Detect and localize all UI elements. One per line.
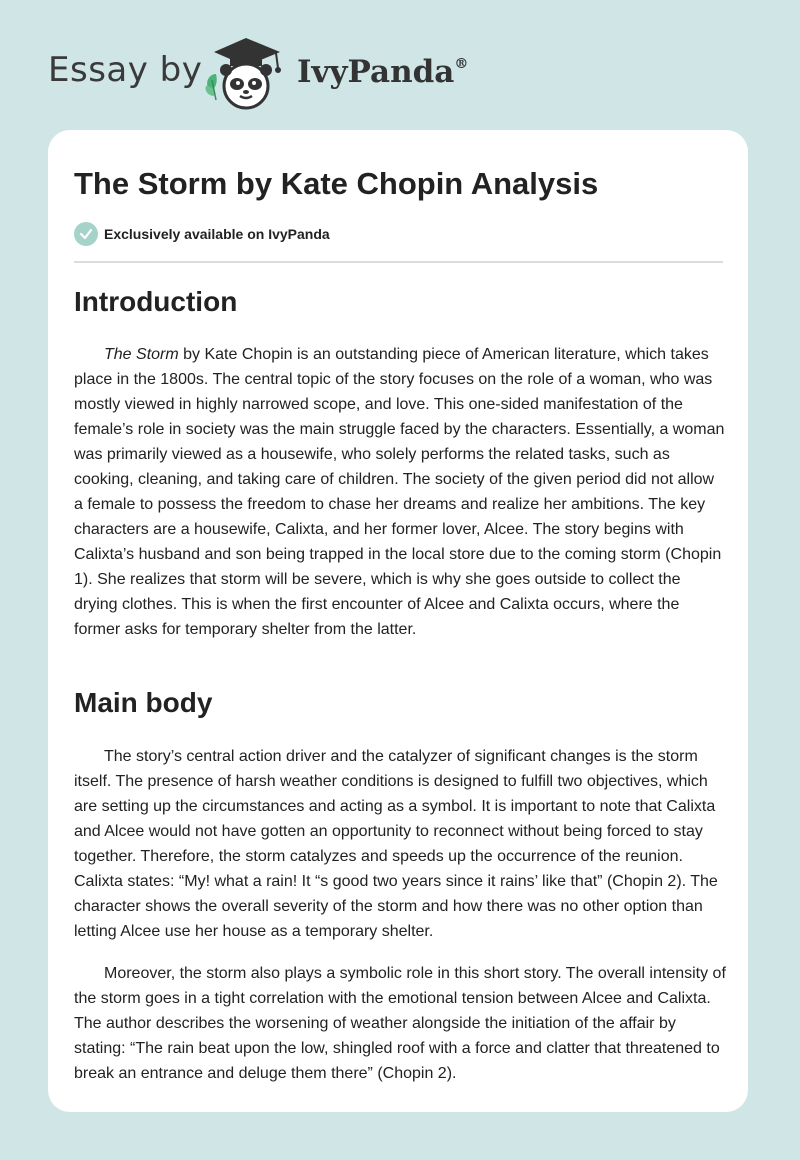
section-heading-introduction: Introduction [74,286,238,317]
article-card [48,130,748,1112]
paragraph: Moreover, the storm also plays a symbolic role in this short story. The overall intensity of the storm goes in a tight correlation with the emotional tension between Alcee and Calixta. The author describes the worsening of weather alongside the initiation of the affair by stating: “The rain beat upon the low, shingled roof with a force and clatter that threatened to break an entrance and deluge them there” (Chopin 2). [74,965,726,1082]
brand-name[interactable]: IvyPanda® [297,54,469,90]
badge-label: Exclusively available on IvyPanda [104,226,330,242]
italic-title: The Storm [104,346,179,363]
paragraph: The Storm by Kate Chopin is an outstanding piece of American literature, which takes place in the 1800s. The central topic of the story focuses on the role of a woman, who was mostly viewed in highly narrowed scope, and love. This one-sided manifestation of the female’s role in society was the main struggle faced by the characters. Essentially, a woman was primarily viewed as a housewife, who solely performs the related tasks, such as cooking, cleaning, and taking care of children. The society of the given period did not allow a female to possess the freedom to chase her dreams and realize her ambitions. The key characters are a housewife, Calixta, and her former lover, Alcee. The story begins with Calixta’s husband and son being trapped in the local store due to the coming storm (Chopin 1). She realizes that storm will be severe, which is why she goes outside to collect the drying clothes. This is when the first encounter of Alcee and Calixta occurs, where the former asks for temporary shelter from the latter. [74,346,725,638]
site-header [0,0,800,130]
section-heading-main-body: Main body [74,687,213,718]
paragraph: The story’s central action driver and the catalyzer of significant changes is the storm itself. The presence of harsh weather conditions is designed to fulfill two objectives, which are setting up the circumstances and acting as a symbol. It is important to note that Calixta and Alcee would not have gotten an opportunity to reconnect without being forced to stay together. Therefore, the storm catalyzes and speeds up the occurrence of the reunion. Calixta states: “My! what a rain! It “s good two years since it rains’ like that” (Chopin 2). The character shows the overall severity of the storm and how there was no other option than letting Alcee use her house as a temporary shelter. [74,748,718,940]
divider [74,261,723,263]
essay-by-label: Essay by [48,50,203,90]
check-icon [74,222,98,246]
page-title: The Storm by Kate Chopin Analysis [74,166,599,201]
exclusive-badge [74,222,330,246]
panda-logo-icon[interactable] [200,34,290,110]
